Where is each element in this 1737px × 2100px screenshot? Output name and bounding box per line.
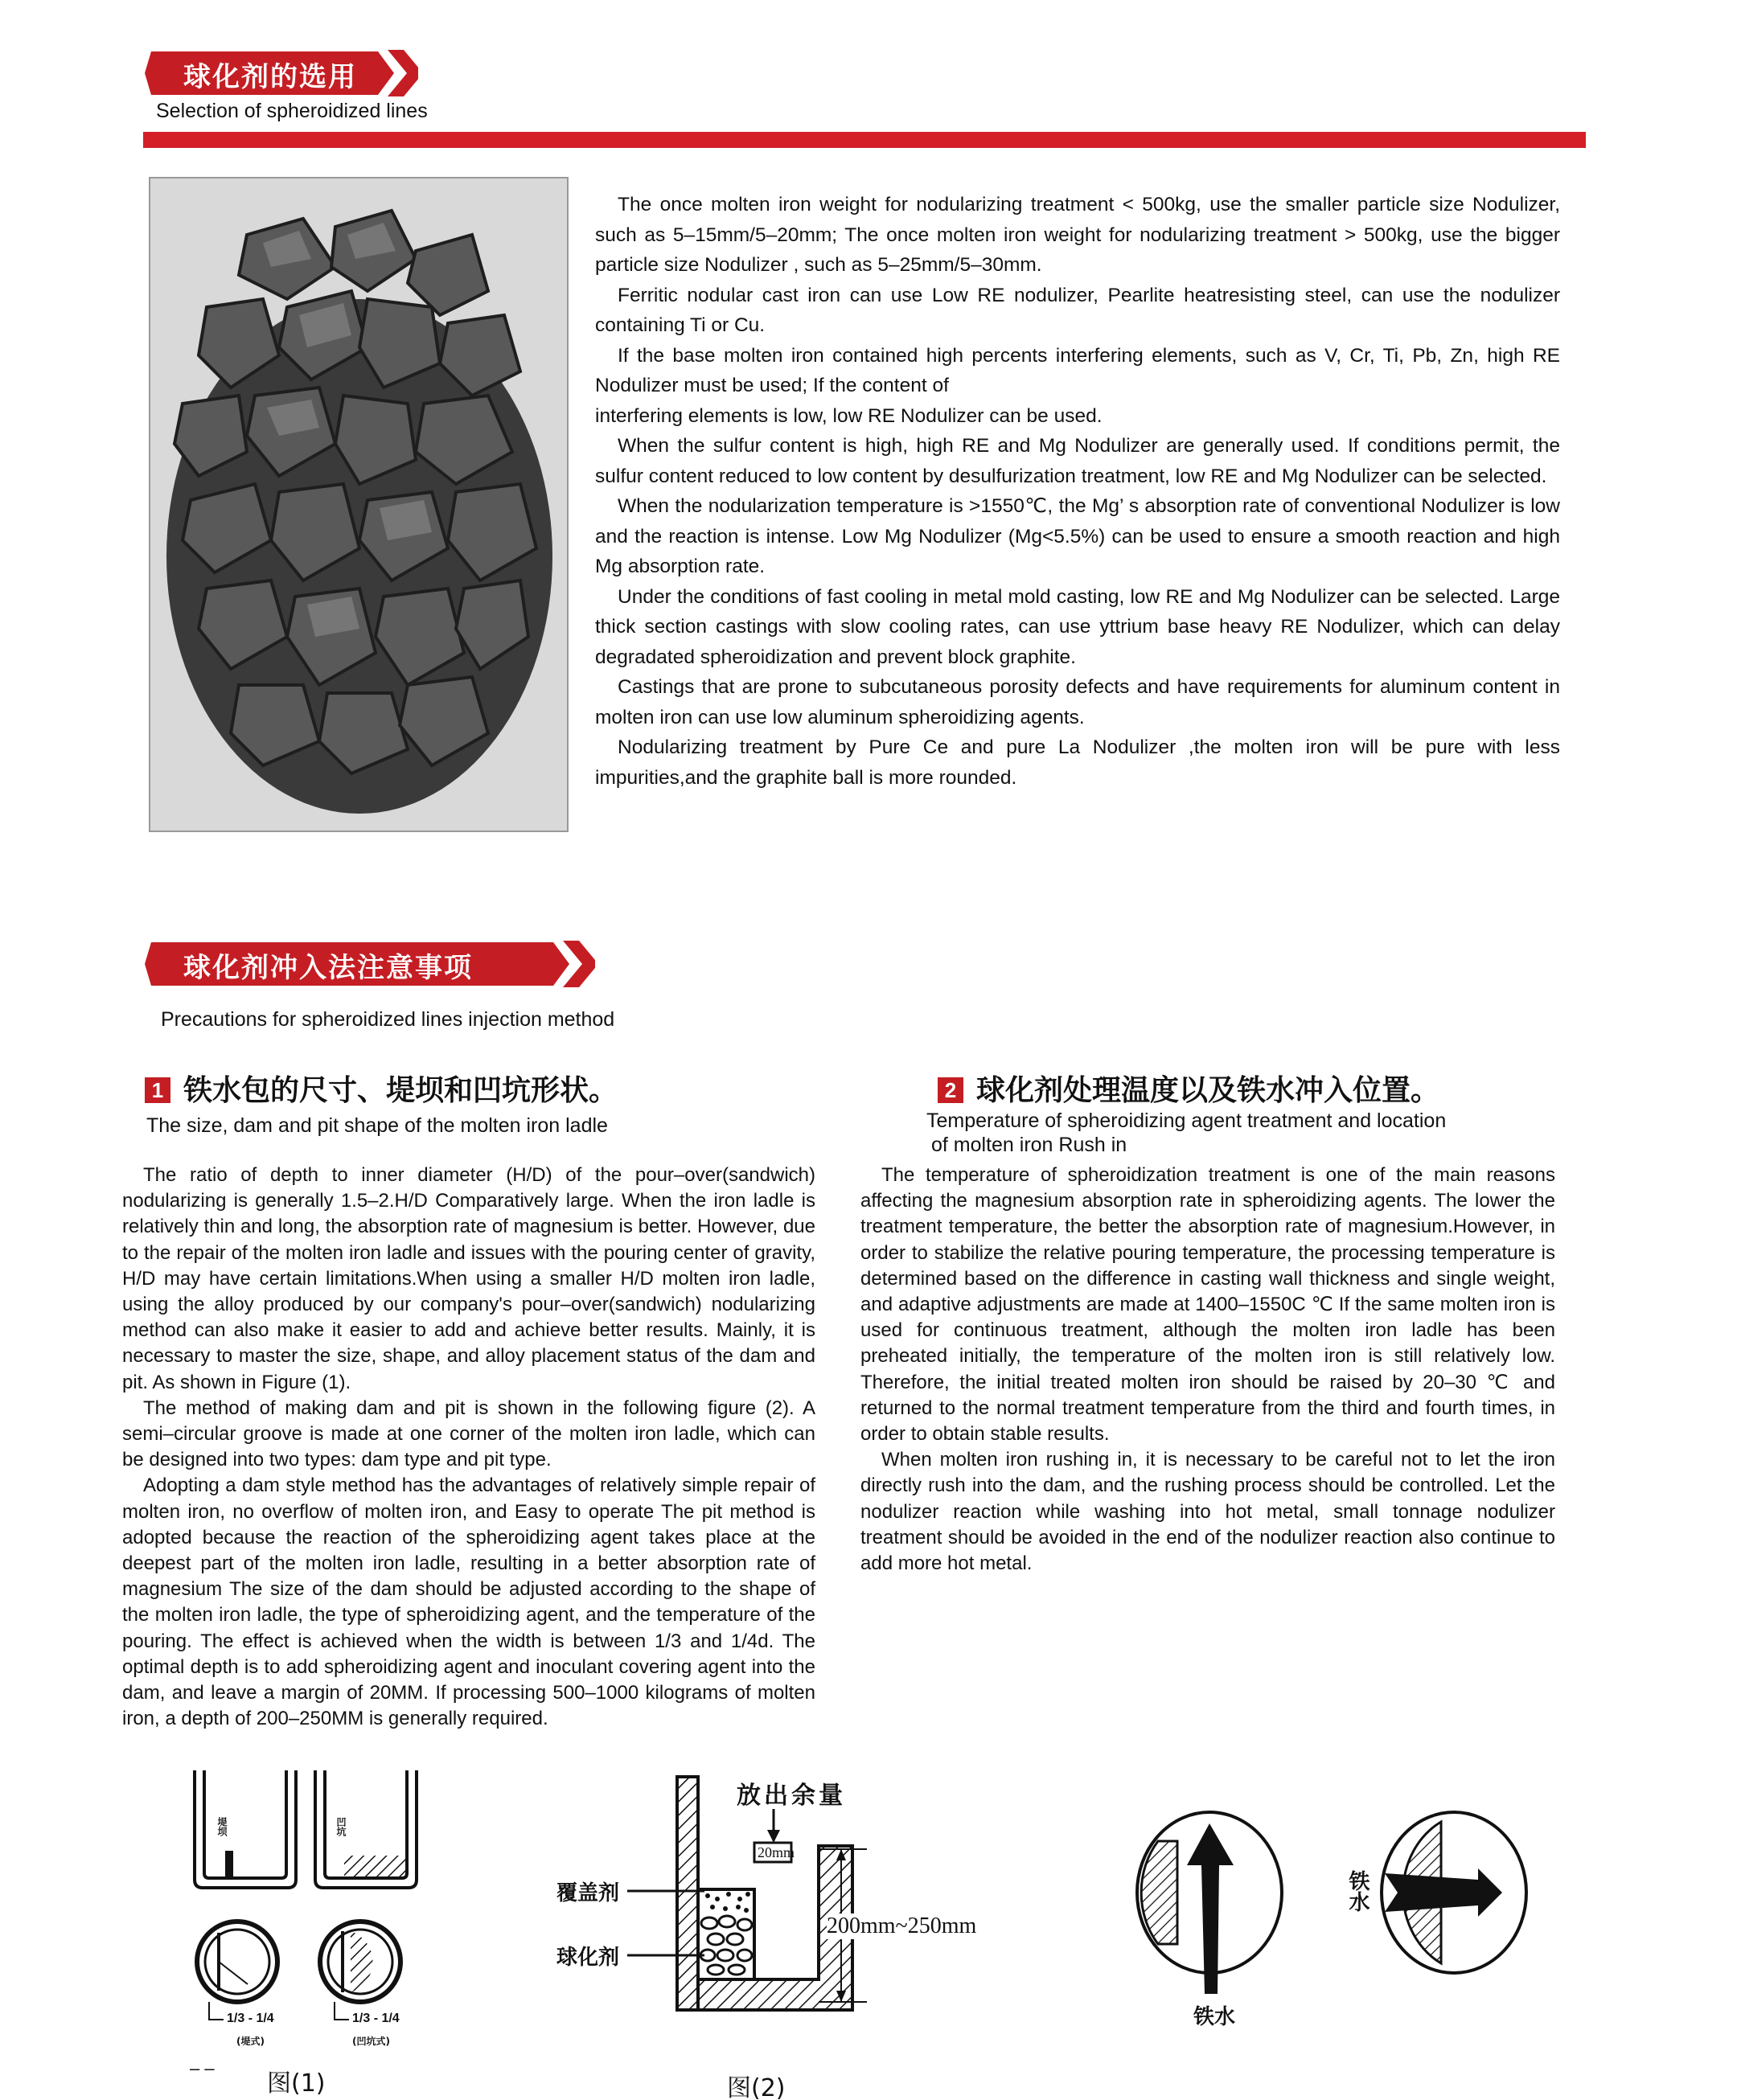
- figure1-dashes: – –: [190, 2058, 215, 2078]
- figure3-diagram: [1126, 1793, 1544, 2034]
- figure1: [185, 1761, 458, 2090]
- section1-divider: [143, 132, 1586, 148]
- item2-number-badge: 2: [938, 1077, 963, 1103]
- item2-paragraph: When molten iron rushing in, it is necessary to be careful not to let the iron directly rush into the dam, and the rushing process should be controlled. Let the nodulizer reaction while washing into hot metal, small tonnage nodulizer treatment should be avoided in the end of the nodulizer reaction also continue to add more hot metal.: [860, 1449, 1555, 1575]
- section1-paragraph: interfering elements is low, low RE Nodulizer can be used.: [595, 404, 1103, 427]
- section1-paragraph: Under the conditions of fast cooling in metal mold casting, low RE and Mg Nodulizer can be selected. Large thick section castings with slow cooling rates, can use yttrium base heavy RE Nodulizer, which can delay degradated spheroidization and prevent block graphite.: [595, 585, 1560, 668]
- figure2: [547, 1769, 997, 2082]
- item2-text: [860, 1163, 1555, 1577]
- iron-label-side: 铁水: [1345, 1870, 1369, 1912]
- section1-paragraph: Castings that are prone to subcutaneous porosity defects and have requirements for aluminum content in molten iron can use low aluminum spheroidizing agents.: [595, 676, 1560, 728]
- section2-title-en: Precautions for spheroidized lines injection method: [161, 1008, 615, 1031]
- item1-paragraph: Adopting a dam style method has the advantages of relatively simple repair of molten iron, no overflow of molten iron, and Easy to operate The pit method is adopted because the reaction of the spheroidizing agent takes place at the deepest part of the molten iron ladle, resulting in a better absorption rate of magnesium The size of the dam should be adjusted according to the shape of the molten iron ladle, the type of spheroidizing agent, and the temperature of the pouring. The effect is achieved when the width is between 1/3 and 1/4d. The optimal depth is to add spheroidizing agent and inoculant covering agent into the dam, and leave a margin of 20MM. If processing 500–1000 kilograms of molten iron, a depth of 200–250MM is generally required.: [122, 1475, 815, 1730]
- item2-title-en-line1: Temperature of spheroidizing agent treatment and location: [926, 1109, 1447, 1132]
- ratio-right: 1/3 - 1/4: [352, 2012, 400, 2025]
- item1-title-en: The size, dam and pit shape of the molten iron ladle: [146, 1114, 608, 1137]
- cover-agent-label: 覆盖剂: [556, 1881, 620, 1905]
- item1-paragraph: The method of making dam and pit is shown in the following figure (2). A semi–circular groove is made at one corner of the molten iron ladle, which can be designed into two types: dam type and pit type.: [122, 1397, 815, 1471]
- item2-paragraph: The temperature of spheroidization treatment is one of the main reasons affecting the magnesium absorption rate in spheroidizing agents. The lower the treatment temperature, the better the absorption rate of magnesium.However, in order to stabilize the relative pouring temperature, the processing temperature is determined based on the difference in casting wall thickness and single weight, and adaptive adjustments are made at 1400–1550C ℃ If the same molten iron is used for continuous treatment, although the molten iron ladle has been preheated initially, the temperature of the molten iron is still relatively low. Therefore, the initial treated molten iron should be raised by 20–30 ℃ and returned to the normal treatment temperature from the third and fourth times, in order to obtain stable results.: [860, 1164, 1555, 1446]
- figure1-label: 图(1): [267, 2069, 326, 2098]
- section2-banner: [145, 937, 595, 991]
- section1-text: [595, 190, 1560, 793]
- section1-banner: [145, 47, 418, 100]
- top-margin-label: 放出余量: [737, 1782, 846, 1810]
- section1-paragraph: When the sulfur content is high, high RE and Mg Nodulizer are generally used. If conditions permit, the sulfur content reduced to low content by desulfurization treatment, low RE and Mg Nodulizer can be selected.: [595, 435, 1560, 487]
- section1-title-cn: 球化剂的选用: [183, 61, 357, 93]
- section1-title-en: Selection of spheroidized lines: [156, 100, 428, 122]
- section2-title-cn: 球化剂冲入法注意事项: [183, 952, 473, 984]
- caption-dam-type: (堤式): [236, 2036, 265, 2047]
- nodulizer-photo: [149, 177, 569, 832]
- margin-label: 20mm: [758, 1844, 795, 1860]
- figure3: [1126, 1793, 1544, 2034]
- item2-title-en-line2: of molten iron Rush in: [931, 1134, 1127, 1156]
- caption-pit-type: (凹坑式): [352, 2036, 390, 2047]
- figure2-label: 图(2): [727, 2074, 786, 2100]
- item1-title-cn: 铁水包的尺寸、堤坝和凹坑形状。: [183, 1074, 618, 1107]
- dam-tag: 堤坝: [216, 1817, 228, 1836]
- depth-label: 200mm~250mm: [827, 1913, 977, 1938]
- figure1-diagram: [185, 1761, 458, 2090]
- item1-text: [122, 1163, 815, 1732]
- item1-number-badge: 1: [145, 1077, 170, 1103]
- section1-paragraph: Nodularizing treatment by Pure Ce and pure La Nodulizer ,the molten iron will be pure with less impurities,and the graphite ball is more rounded.: [595, 736, 1560, 789]
- section1-paragraph: The once molten iron weight for nodularizing treatment < 500kg, use the smaller particle size Nodulizer, such as 5–15mm/5–20mm; The once molten iron weight for nodularizing treatment > 500kg, use the bigger particle size Nodulizer , such as 5–25mm/5–30mm.: [595, 194, 1560, 276]
- section1-paragraph: When the nodularization temperature is >1550℃, the Mg’ s absorption rate of conventional Nodulizer is low and the reaction is intense. Low Mg Nodulizer (Mg<5.5%) can be used to ensure a smooth reaction and high Mg absorption rate.: [595, 495, 1560, 577]
- section1-paragraph: If the base molten iron contained high percents interfering elements, such as V, Cr, Ti, Pb, Zn, high RE Nodulizer must be used; If the content of: [595, 344, 1560, 396]
- item2-title: [938, 1068, 1439, 1109]
- item2-title-cn: 球化剂处理温度以及铁水冲入位置。: [976, 1074, 1440, 1107]
- nodulizer-label: 球化剂: [556, 1946, 620, 1970]
- ratio-left: 1/3 - 1/4: [227, 2012, 274, 2025]
- section1-paragraph: Ferritic nodular cast iron can use Low RE nodulizer, Pearlite heatresisting steel, can use the nodulizer containing Ti or Cu.: [595, 284, 1560, 336]
- pit-tag: 凹坑: [335, 1817, 347, 1836]
- item1-title: [145, 1068, 618, 1109]
- iron-label-bottom: 铁水: [1193, 2005, 1236, 2029]
- item1-paragraph: The ratio of depth to inner diameter (H/D) of the pour–over(sandwich) nodularizing is generally 1.5–2.H/D Comparatively large. When the iron ladle is relatively thin and long, the absorption rate of magnesium is better. However, due to the repair of the molten iron ladle and issues with the pouring center of gravity, H/D may have certain limitations.When using a smaller H/D molten iron ladle, using the alloy produced by our company's pour–over(sandwich) nodularizing method can also make it easier to add and achieve better results. Mainly, it is necessary to master the size, shape, and alloy placement status of the dam and pit. As shown in Figure (1).: [122, 1164, 815, 1393]
